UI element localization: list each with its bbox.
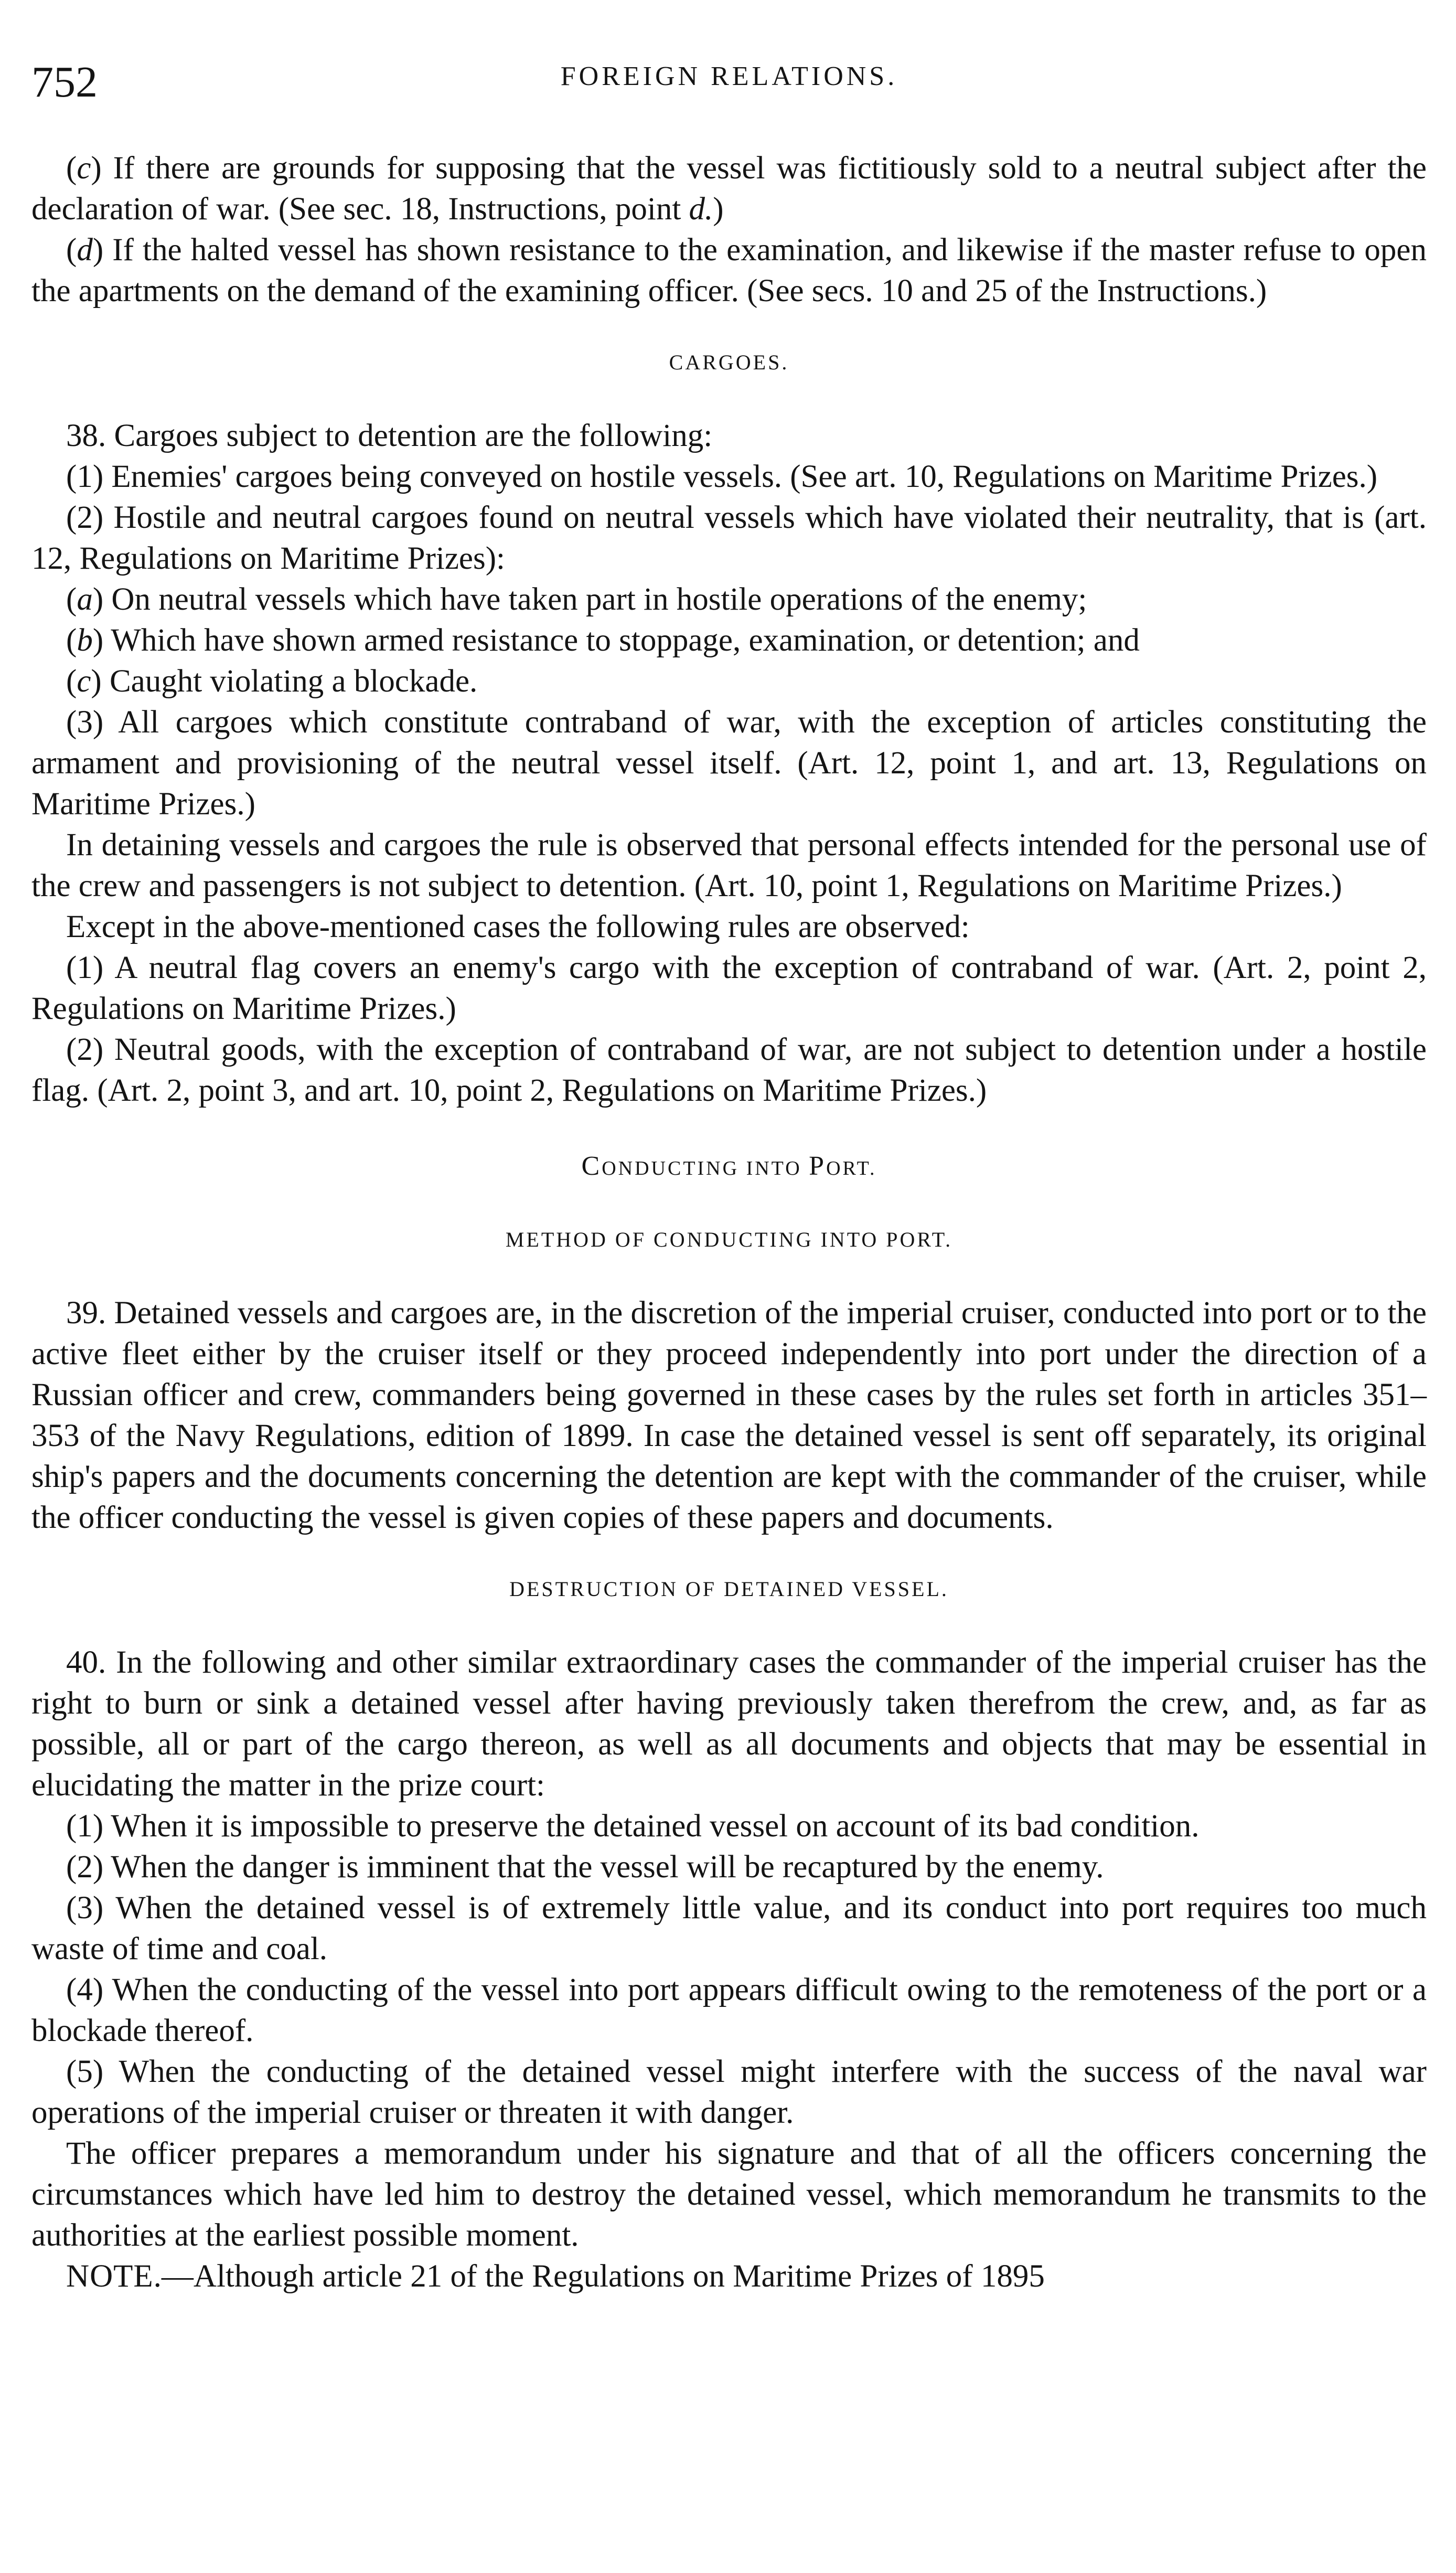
note-paragraph: NOTE.—Although article 21 of the Regulations on Maritime Prizes of 1895	[66, 2259, 1045, 2294]
article-38-item-a: (a) On neutral vessels which have taken part in hostile operations of the enemy;	[66, 582, 1087, 617]
conducting-into-port-heading: CONDUCTING INTO PORT.	[581, 1151, 877, 1181]
exception-item-1: (1) A neutral flag covers an enemy's cargo with the exception of contraband of war. (Art. 2, point 2, Regulations on Maritime Prizes.)	[31, 950, 1427, 1026]
item-a-label: a	[77, 582, 93, 617]
page-body	[31, 148, 1427, 2297]
article-38-item-b: (b) Which have shown armed resistance to stoppage, examination, or detention; and	[66, 623, 1140, 658]
article-38-item-2: (2) Hostile and neutral cargoes found on neutral vessels which have violated their neutrality, that is (art. 12, Regulations on Maritime Prizes):	[31, 500, 1427, 576]
article-40-item-3: (3) When the detained vessel is of extremely little value, and its conduct into port requires too much waste of time and coal.	[31, 1890, 1427, 1966]
article-40-item-1: (1) When it is impossible to preserve the detained vessel on account of its bad condition.	[66, 1809, 1200, 1844]
page-header	[31, 57, 1427, 120]
personal-effects-rule-paragraph: In detaining vessels and cargoes the rule is observed that personal effects intended for the personal use of the crew and passengers is not subject to detention. (Art. 10, point 1, Regulations on Maritime Prizes.)	[31, 827, 1427, 903]
running-title: FOREIGN RELATIONS.	[560, 61, 898, 91]
item-a-text: ) On neutral vessels which have taken part in hostile operations of the enemy;	[92, 582, 1087, 617]
article-38-item-3: (3) All cargoes which constitute contraband of war, with the exception of articles constituting the armament and provisioning of the neutral vessel itself. (Art. 12, point 1, and art. 13, Regulations on Maritime Prizes.)	[31, 705, 1427, 822]
article-40-item-4: (4) When the conducting of the vessel into port appears difficult owing to the remoteness of the port or a blockade thereof.	[31, 1972, 1427, 2048]
article-38-item-1: (1) Enemies' cargoes being conveyed on hostile vessels. (See art. 10, Regulations on Maritime Prizes.)	[66, 459, 1378, 494]
article-40-paragraph: 40. In the following and other similar extraordinary cases the commander of the imperial cruiser has the right to burn or sink a detained vessel after having previously taken therefrom the crew, and, as far as possible, all or part of the cargo thereon, as well as all documents and objects that may be essential in elucidating the matter in the prize court:	[31, 1645, 1427, 1803]
clause-c-paragraph: (c) If there are grounds for supposing that the vessel was fictitiously sold to a neutral subject after the declaration of war. (See sec. 18, Instructions, point d.)	[31, 151, 1427, 227]
article-38-paragraph: 38. Cargoes subject to detention are the following:	[66, 418, 713, 453]
article-40-item-5: (5) When the conducting of the detained vessel might interfere with the success of the naval war operations of the imperial cruiser or threaten it with danger.	[31, 2054, 1427, 2130]
method-of-conducting-heading: METHOD OF CONDUCTING INTO PORT.	[505, 1228, 953, 1251]
item-c-text: ) Caught violating a blockade.	[91, 664, 478, 699]
destruction-heading: DESTRUCTION OF DETAINED VESSEL.	[509, 1577, 949, 1601]
clause-c-text: ) If there are grounds for supposing that the vessel was fictitiously sold to a neutral subject after the declaration of war. (See sec. 18, Instructions, point	[31, 151, 1427, 227]
clause-d-paragraph: (d) If the halted vessel has shown resistance to the examination, and likewise if the master refuse to open the apartments on the demand of the examining officer. (See secs. 10 and 25 of the Instructions.)	[31, 232, 1427, 309]
memorandum-paragraph: The officer prepares a memorandum under his signature and that of all the officers concerning the circumstances which have led him to destroy the detained vessel, which memorandum he transmits to the authorities at the earliest possible moment.	[31, 2136, 1427, 2253]
clause-c-label: c	[77, 151, 91, 186]
article-39-paragraph: 39. Detained vessels and cargoes are, in the discretion of the imperial cruiser, conducted into port or to the active fleet either by the cruiser itself or they proceed independently into port under the direction of a Russian officer and crew, commanders being governed in these cases by the rules set forth in articles 351–353 of the Navy Regulations, edition of 1899. In case the detained vessel is sent off separately, its original ship's papers and the documents concerning the detention are kept with the commander of the cruiser, while the officer conducting the vessel is given copies of these papers and documents.	[31, 1295, 1427, 1535]
clause-d-label: d	[77, 232, 93, 268]
article-40-item-2: (2) When the danger is imminent that the vessel will be recaptured by the enemy.	[66, 1849, 1104, 1885]
clause-c-point: d.	[689, 192, 713, 227]
item-b-label: b	[77, 623, 93, 658]
exception-item-2: (2) Neutral goods, with the exception of contraband of war, are not subject to detention under a hostile flag. (Art. 2, point 3, and art. 10, point 2, Regulations on Maritime Prizes.)	[31, 1032, 1427, 1108]
item-c-label: c	[77, 664, 91, 699]
clause-d-text: ) If the halted vessel has shown resistance to the examination, and likewise if the master refuse to open the apartments on the demand of the examining officer. (See secs. 10 and 25 of the Instructions.)	[31, 232, 1427, 309]
clause-c-end: )	[713, 192, 724, 227]
article-38-item-c: (c) Caught violating a blockade.	[66, 664, 478, 699]
cargoes-heading: CARGOES.	[669, 350, 789, 374]
exceptions-intro-paragraph: Except in the above-mentioned cases the following rules are observed:	[66, 909, 970, 944]
item-b-text: ) Which have shown armed resistance to stoppage, examination, or detention; and	[92, 623, 1140, 658]
page-number: 752	[31, 58, 98, 107]
